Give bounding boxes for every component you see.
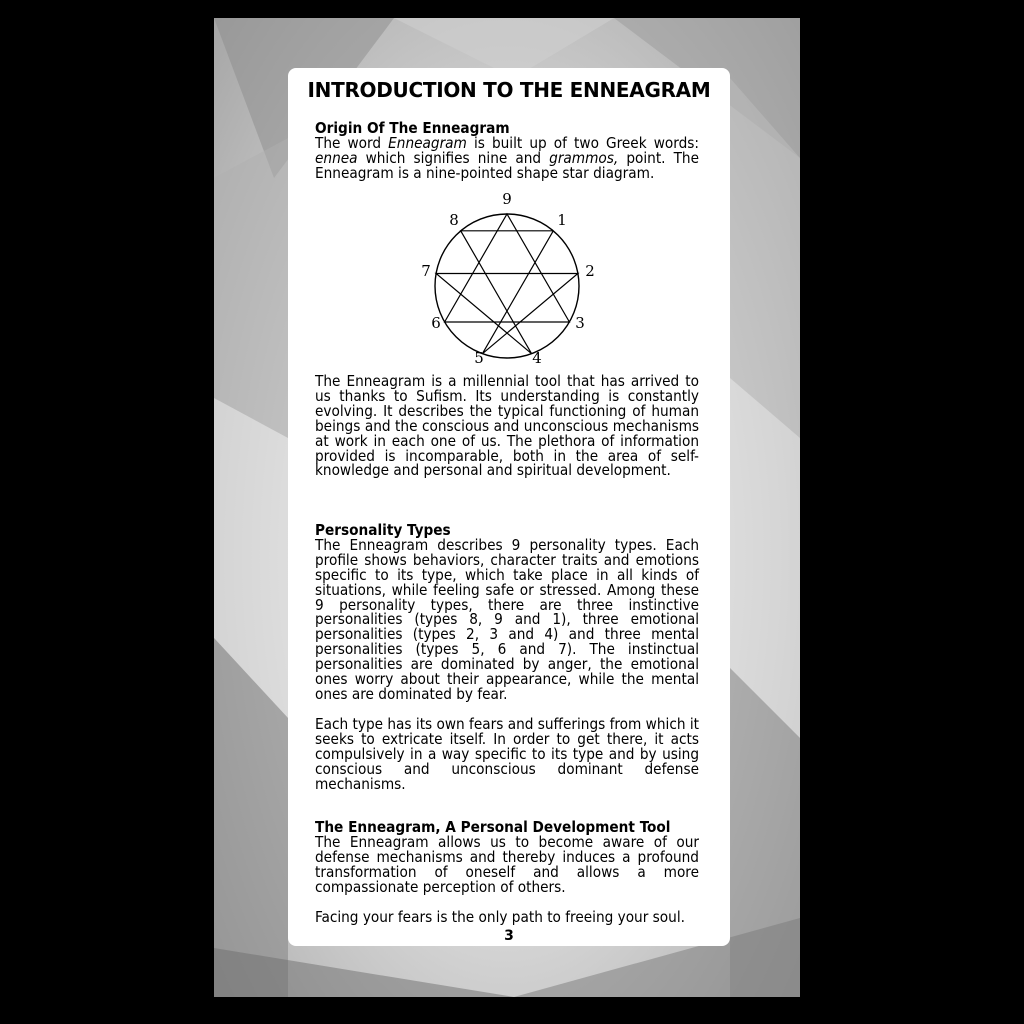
origin-paragraph xyxy=(315,133,699,182)
origin-text-3: is built up of two Greek words: xyxy=(466,133,699,152)
personality-paragraph-2: Each type has its own fears and sufferings from which it seeks to extricate itself. In order to get there, it acts compulsively in a way specific to its type and by using conscious and unconscious dominant defense mechanisms. xyxy=(315,714,699,793)
point-label-5: 5 xyxy=(474,349,484,367)
origin-text-4: ennea xyxy=(315,148,358,167)
content-panel xyxy=(288,68,730,946)
intro-paragraph: The Enneagram is a millennial tool that has arrived to us thanks to Sufism. Its understanding is constantly evolving. It describes the typical functioning of human beings and the conscious and unconscious mechanisms at work in each one of us. The plethora of information provided is incomparable, both in the area of self-knowledge and personal and spiritual development. xyxy=(315,372,699,480)
origin-text-5: which signifies nine and xyxy=(357,148,550,167)
page-card xyxy=(214,18,800,997)
point-label-4: 4 xyxy=(532,349,542,367)
intro-section xyxy=(315,374,699,478)
enneagram-diagram xyxy=(410,188,610,368)
development-paragraph-2: Facing your fears is the only path to freeing your soul. xyxy=(315,907,685,926)
origin-text-7: point. The Enneagram is a nine-pointed shape star diagram. xyxy=(315,148,699,182)
development-section xyxy=(315,820,699,924)
origin-text-6: grammos, xyxy=(549,148,619,167)
page-number: 3 xyxy=(504,928,514,944)
development-paragraph-1: The Enneagram allows us to become aware of our defense mechanisms and thereby induces a profound transformation of oneself and allows a more compassionate perception of others. xyxy=(315,832,699,896)
origin-section xyxy=(315,121,699,181)
personality-paragraph-1: The Enneagram describes 9 personality types. Each profile shows behaviors, character traits and emotions specific to its type, which take place in all kinds of situations, while feeling safe or stressed. Among these 9 personality types, there are three instinctive personalities (types 8, 9 and 1), three emotional personalities (types 2, 3 and 4) and three mental personalities (types 5, 6 and 7). The instinctual personalities are dominated by anger, the emotional ones worry about their appearance, while the mental ones are dominated by fear. xyxy=(315,535,699,703)
origin-text-2: Enneagram xyxy=(388,133,467,152)
point-label-9: 9 xyxy=(502,190,512,208)
page-title: INTRODUCTION TO THE ENNEAGRAM xyxy=(307,78,711,102)
personality-heading: Personality Types xyxy=(315,521,451,539)
enneagram-circle xyxy=(435,214,579,358)
point-label-7: 7 xyxy=(421,262,431,280)
enneagram-lines xyxy=(436,214,578,354)
point-label-2: 2 xyxy=(585,262,595,280)
point-label-6: 6 xyxy=(431,314,441,332)
personality-section xyxy=(315,523,699,791)
origin-heading: Origin Of The Enneagram xyxy=(315,119,510,137)
origin-text-1: The word xyxy=(315,133,389,152)
development-heading: The Enneagram, A Personal Development Tool xyxy=(315,818,671,836)
point-label-1: 1 xyxy=(557,211,567,229)
point-label-3: 3 xyxy=(575,314,585,332)
point-label-8: 8 xyxy=(449,211,459,229)
